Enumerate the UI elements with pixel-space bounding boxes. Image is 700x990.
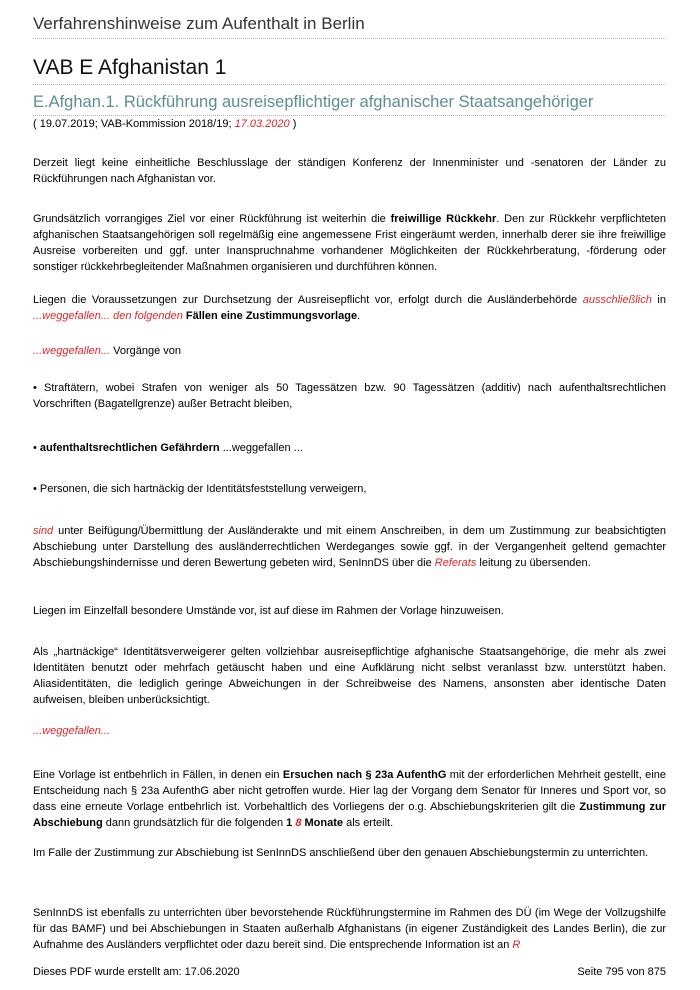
divider [33,84,666,85]
revision-meta: ( 19.07.2019; VAB-Kommission 2018/19; 17.03.2020 ) [33,118,297,130]
paragraph: ...weggefallen... Vorgänge von [33,345,182,357]
paragraph: Als „hartnäckige“ Identitätsverweigerer gelten vollziehbar ausreisepflichtige afghanische Staatsangehörige, die mehr als zwei Identitäten benutzt oder mehrfach getäuscht haben und eine Aufklärung nicht selbst veranlasst bzw. unterstützt haben. Aliasidentitäten, die lediglich geringe Abweichungen in der Schreibweise des Namens, ansonsten aber identische Daten aufweisen, bleiben unberücksichtigt. [33,646,666,706]
paragraph: Im Falle der Zustimmung zur Abschiebung ist SenInnDS anschließend über den genauen Abschiebungstermin zu unterrichten. [33,847,649,859]
list-item: • aufenthaltsrechtlichen Gefährdern ...weggefallen ... [33,442,303,454]
paragraph: ...weggefallen... [33,725,111,737]
divider [33,38,666,39]
page-number: Seite 795 von 875 [577,966,666,978]
paragraph: Grundsätzlich vorrangiges Ziel vor einer Rückführung ist weiterhin die freiwillige Rückkehr. Den zur Rückkehr verpflichteten afghanischen Staatsangehörigen soll regelmäßig eine angemessene Frist eingeräumt werden, innerhalb derer sie ihre freiwillige Ausreise vorbereiten und ggf. unter Inanspruchnahme vorhandener Möglichkeiten der Rückkehrberatung, -förderung oder sonstiger rückkehrbegleitender Maßnahmen organisieren und durchführen können. [33,213,666,273]
section-heading: E.Afghan.1. Rückführung ausreisepflichtiger afghanischer Staatsangehöriger [33,93,594,111]
paragraph: sind unter Beifügung/Übermittlung der Ausländerakte und mit einem Anschreiben, in dem um Zustimmung zur beabsichtigten Abschiebung unter Darstellung des ausländerrechtlichen Werdeganges sowie ggf. in der Vergangenheit geltend gemachter Abschiebungshindernisse und deren Bewertung gebeten wird, SenInnDS über die Referats leitung zu übersenden. [33,525,666,569]
paragraph: Derzeit liegt keine einheitliche Beschlusslage der ständigen Konferenz der Innenminister und -senatoren der Länder zu Rückführungen nach Afghanistan vor. [33,157,666,185]
divider [33,115,666,116]
page-title: VAB E Afghanistan 1 [33,56,227,79]
paragraph: Liegen im Einzelfall besondere Umstände vor, ist auf diese im Rahmen der Vorlage hinzuweisen. [33,605,504,617]
site-title: Verfahrenshinweise zum Aufenthalt in Berlin [33,14,365,33]
list-item: • Straftätern, wobei Strafen von weniger als 50 Tagessätzen bzw. 90 Tagessätzen (additiv) nach aufenthaltsrechtlichen Vorschriften (Bagatellgrenze) außer Betracht bleiben, [33,382,666,410]
paragraph: Eine Vorlage ist entbehrlich in Fällen, in denen ein Ersuchen nach § 23a AufenthG mit der erforderlichen Mehrheit gestellt, eine Entscheidung nach § 23a AufenthG aber nicht getroffen wurde. Hier lag der Vorgang dem Senator für Inneres und Sport vor, so dass eine erneute Vorlage entbehrlich ist. Vorbehaltlich des Vorliegens der o.g. Abschiebungskriterien gilt die Zustimmung zur Abschiebung dann grundsätzlich für die folgenden 1 8 Monate als erteilt. [33,769,666,829]
footer-created-date: Dieses PDF wurde erstellt am: 17.06.2020 [33,966,240,978]
list-item: • Personen, die sich hartnäckig der Identitätsfeststellung verweigern, [33,483,367,495]
paragraph: Liegen die Voraussetzungen zur Durchsetzung der Ausreisepflicht vor, erfolgt durch die Ausländerbehörde ausschließlich in ...weggefallen... den folgenden Fällen eine Zustimmungsvorlage. [33,294,666,322]
paragraph: SenInnDS ist ebenfalls zu unterrichten über bevorstehende Rückführungstermine im Rahmen des DÜ (im Wege der Vollzugshilfe für das BAMF) und bei Abschiebungen in Staaten außerhalb Afghanistans (in eigener Zuständigkeit des Landes Berlin), die zur Aufnahme des Ausländers verpflichtet oder dazu bereit sind. Die entsprechende Information ist an R [33,907,666,951]
